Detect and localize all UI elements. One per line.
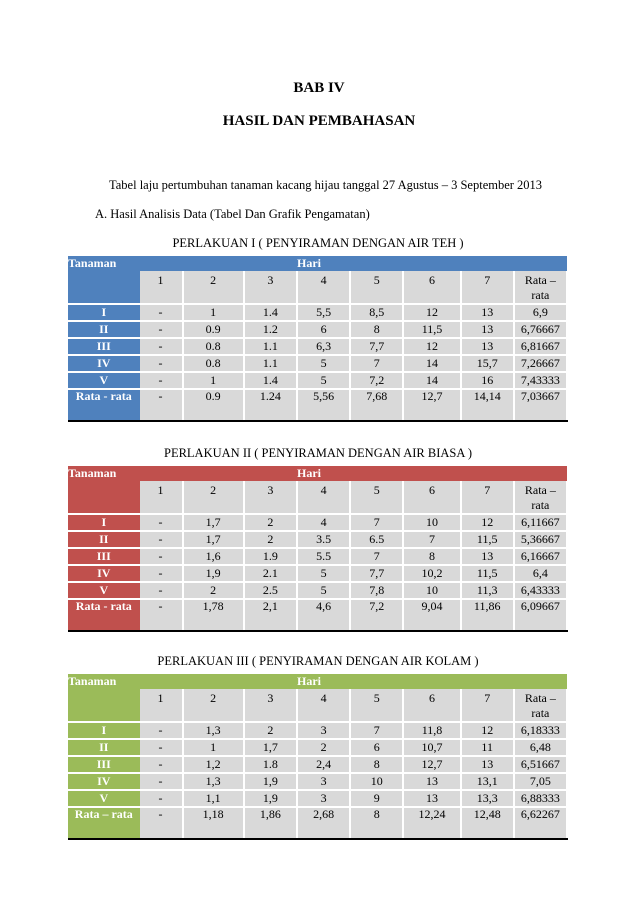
table-cell: 13	[403, 790, 460, 807]
day-header-2: 2	[183, 689, 244, 722]
table-row	[68, 372, 567, 389]
table-cell: 6,09667	[514, 599, 567, 631]
hari-header: Hari	[297, 674, 567, 689]
table-cell: 2.1	[244, 565, 297, 582]
day-header-7: 7	[461, 481, 514, 514]
day-header-6: 6	[403, 689, 460, 722]
table-cell: 9	[350, 790, 403, 807]
table-cell: 14	[403, 372, 460, 389]
row-label: Rata - rata	[68, 599, 140, 631]
table-row	[68, 531, 567, 548]
table-cell: 7,43333	[514, 372, 567, 389]
chapter-number: BAB IV	[293, 80, 345, 96]
table-cell: 6,62267	[514, 807, 567, 839]
table-cell: 11,8	[403, 722, 460, 739]
table-cell: 11,5	[403, 321, 460, 338]
table-cell: 1,3	[183, 722, 244, 739]
table-3-caption: PERLAKUAN III ( PENYIRAMAN DENGAN AIR KOLAM )	[157, 654, 479, 668]
table-cell: 1,7	[244, 739, 297, 756]
day-header-8: Rata – rata	[514, 481, 567, 514]
tanaman-header: Tanaman	[68, 674, 297, 689]
table-cell: 12,24	[403, 807, 460, 839]
table-cell: 3.5	[297, 531, 350, 548]
table-cell: 13	[461, 321, 514, 338]
table-row	[68, 548, 567, 565]
tanaman-header: Tanaman	[68, 256, 297, 271]
table-cell: -	[140, 321, 183, 338]
table-cell: 1	[183, 372, 244, 389]
day-header-7: 7	[461, 689, 514, 722]
table-cell: 14,14	[461, 389, 514, 421]
day-header-6: 6	[403, 271, 460, 304]
hari-header: Hari	[297, 256, 567, 271]
day-header-5: 5	[350, 689, 403, 722]
table-cell: 6,43333	[514, 582, 567, 599]
tanaman-header: Tanaman	[68, 466, 297, 481]
table-cell: 1.9	[244, 548, 297, 565]
data-table-1	[68, 256, 568, 422]
table-cell: 2	[244, 514, 297, 531]
table-cell: 4,6	[297, 599, 350, 631]
table-cell: 8	[350, 756, 403, 773]
table-row	[68, 756, 567, 773]
day-header-1: 1	[140, 689, 183, 722]
table-cell: 7,68	[350, 389, 403, 421]
table-cell: 1,9	[183, 565, 244, 582]
table-cell: 7,26667	[514, 355, 567, 372]
row-label: V	[68, 582, 140, 599]
table-cell: 7,7	[350, 565, 403, 582]
table-cell: 8	[403, 548, 460, 565]
table-cell: 11,3	[461, 582, 514, 599]
table-cell: 5	[297, 355, 350, 372]
table-cell: 10,7	[403, 739, 460, 756]
table-cell: 5,56	[297, 389, 350, 421]
table-cell: -	[140, 739, 183, 756]
table-row	[68, 722, 567, 739]
table-row	[68, 304, 567, 321]
table-cell: 1.1	[244, 355, 297, 372]
table-cell: 2,68	[297, 807, 350, 839]
row-label: Rata - rata	[68, 389, 140, 421]
table-row	[68, 321, 567, 338]
table-cell: 1.2	[244, 321, 297, 338]
table-cell: 0.9	[183, 389, 244, 421]
table-cell: 3	[297, 773, 350, 790]
table-cell: 1,78	[183, 599, 244, 631]
table-cell: 2,4	[297, 756, 350, 773]
table-cell: 1,18	[183, 807, 244, 839]
table-row	[68, 582, 567, 599]
table-row	[68, 355, 567, 372]
row-label: IV	[68, 355, 140, 372]
table-cell: 5.5	[297, 548, 350, 565]
day-header-1: 1	[140, 481, 183, 514]
table-cell: 7,8	[350, 582, 403, 599]
day-header-2: 2	[183, 481, 244, 514]
table-row	[68, 807, 567, 839]
table-cell: 6,88333	[514, 790, 567, 807]
table-cell: -	[140, 582, 183, 599]
table-cell: 12,48	[461, 807, 514, 839]
table-cell: 2.5	[244, 582, 297, 599]
table-cell: -	[140, 304, 183, 321]
table-cell: 13	[461, 548, 514, 565]
table-cell: 6,18333	[514, 722, 567, 739]
table-cell: 3	[297, 790, 350, 807]
table-cell: 11,5	[461, 565, 514, 582]
table-cell: 6.5	[350, 531, 403, 548]
table-cell: 7	[350, 355, 403, 372]
table-2-caption: PERLAKUAN II ( PENYIRAMAN DENGAN AIR BIASA )	[164, 446, 472, 460]
table-cell: 12	[403, 338, 460, 355]
table-cell: 1.24	[244, 389, 297, 421]
table-cell: 6,81667	[514, 338, 567, 355]
day-header-row	[68, 481, 567, 514]
table-cell: 7	[350, 514, 403, 531]
row-label: III	[68, 756, 140, 773]
day-header-8: Rata – rata	[514, 689, 567, 722]
day-header-7: 7	[461, 271, 514, 304]
day-header-8: Rata – rata	[514, 271, 567, 304]
table-cell: 0.8	[183, 355, 244, 372]
table-cell: 1,3	[183, 773, 244, 790]
table-cell: 5	[297, 372, 350, 389]
day-header-2: 2	[183, 271, 244, 304]
table-header-row	[68, 256, 567, 271]
table-row	[68, 514, 567, 531]
table-cell: 1,1	[183, 790, 244, 807]
table-cell: 6,9	[514, 304, 567, 321]
row-label: V	[68, 790, 140, 807]
table-cell: 4	[297, 514, 350, 531]
row-label: II	[68, 531, 140, 548]
table-cell: 9,04	[403, 599, 460, 631]
table-cell: 7,2	[350, 599, 403, 631]
table-cell: 12	[403, 304, 460, 321]
table-header-row	[68, 466, 567, 481]
day-header-4: 4	[297, 481, 350, 514]
table-cell: 6	[297, 321, 350, 338]
table-cell: 1,7	[183, 514, 244, 531]
table-cell: -	[140, 599, 183, 631]
data-table-2	[68, 466, 568, 632]
chapter-title: HASIL DAN PEMBAHASAN	[222, 113, 416, 129]
hari-header: Hari	[297, 466, 567, 481]
row-label-spacer	[68, 271, 140, 304]
table-cell: 6	[350, 739, 403, 756]
table-cell: 10	[403, 514, 460, 531]
table-cell: -	[140, 531, 183, 548]
day-header-3: 3	[244, 481, 297, 514]
row-label: III	[68, 338, 140, 355]
table-cell: 11,5	[461, 531, 514, 548]
row-label: I	[68, 722, 140, 739]
row-label: V	[68, 372, 140, 389]
table-cell: 1.4	[244, 304, 297, 321]
table-cell: -	[140, 389, 183, 421]
table-cell: 7,7	[350, 338, 403, 355]
day-header-5: 5	[350, 271, 403, 304]
table-row	[68, 389, 567, 421]
table-cell: -	[140, 514, 183, 531]
table-cell: 11	[461, 739, 514, 756]
day-header-3: 3	[244, 271, 297, 304]
row-label: I	[68, 304, 140, 321]
table-row	[68, 565, 567, 582]
table-cell: 1,6	[183, 548, 244, 565]
row-label: Rata – rata	[68, 807, 140, 839]
data-table-3	[68, 674, 568, 840]
day-header-4: 4	[297, 271, 350, 304]
table-cell: 2	[297, 739, 350, 756]
table-row	[68, 599, 567, 631]
table-cell: 10	[403, 582, 460, 599]
table-cell: 7,05	[514, 773, 567, 790]
table-cell: 1	[183, 304, 244, 321]
table-cell: 1.8	[244, 756, 297, 773]
table-cell: -	[140, 756, 183, 773]
table-cell: 8,5	[350, 304, 403, 321]
table-cell: 12,7	[403, 756, 460, 773]
table-cell: 13	[461, 338, 514, 355]
intro-text: Tabel laju pertumbuhan tanaman kacang hijau tanggal 27 Agustus – 3 September 2013	[109, 178, 543, 192]
table-cell: -	[140, 565, 183, 582]
row-label: IV	[68, 773, 140, 790]
table-cell: 11,86	[461, 599, 514, 631]
table-cell: 7,2	[350, 372, 403, 389]
table-cell: 3	[297, 722, 350, 739]
table-cell: 5	[297, 565, 350, 582]
row-label: II	[68, 739, 140, 756]
table-cell: 6,51667	[514, 756, 567, 773]
row-label: IV	[68, 565, 140, 582]
table-cell: 2	[183, 582, 244, 599]
table-row	[68, 338, 567, 355]
table-cell: 5,36667	[514, 531, 567, 548]
table-cell: 5,5	[297, 304, 350, 321]
table-cell: 7	[403, 531, 460, 548]
table-cell: 15,7	[461, 355, 514, 372]
day-header-row	[68, 271, 567, 304]
table-cell: 6,11667	[514, 514, 567, 531]
table-cell: -	[140, 722, 183, 739]
table-cell: 7,03667	[514, 389, 567, 421]
table-cell: -	[140, 372, 183, 389]
table-row	[68, 739, 567, 756]
table-cell: 6,48	[514, 739, 567, 756]
table-cell: 13,1	[461, 773, 514, 790]
table-cell: 10	[350, 773, 403, 790]
table-cell: 6,3	[297, 338, 350, 355]
day-header-row	[68, 689, 567, 722]
table-cell: 6,16667	[514, 548, 567, 565]
table-cell: 13	[461, 304, 514, 321]
table-cell: -	[140, 548, 183, 565]
row-label: II	[68, 321, 140, 338]
table-1-caption: PERLAKUAN I ( PENYIRAMAN DENGAN AIR TEH )	[172, 236, 464, 250]
table-cell: 12	[461, 514, 514, 531]
table-cell: -	[140, 773, 183, 790]
table-cell: 13,3	[461, 790, 514, 807]
table-cell: 1.1	[244, 338, 297, 355]
table-cell: 6,4	[514, 565, 567, 582]
table-header-row	[68, 674, 567, 689]
table-cell: 1.4	[244, 372, 297, 389]
table-cell: 5	[297, 582, 350, 599]
table-cell: 2	[244, 722, 297, 739]
table-cell: 8	[350, 807, 403, 839]
row-label: III	[68, 548, 140, 565]
table-cell: 16	[461, 372, 514, 389]
row-label-spacer	[68, 481, 140, 514]
table-cell: 14	[403, 355, 460, 372]
table-cell: 10,2	[403, 565, 460, 582]
table-cell: 8	[350, 321, 403, 338]
day-header-6: 6	[403, 481, 460, 514]
table-cell: 1,86	[244, 807, 297, 839]
table-cell: -	[140, 790, 183, 807]
table-cell: 2	[244, 531, 297, 548]
day-header-1: 1	[140, 271, 183, 304]
table-cell: 0.9	[183, 321, 244, 338]
table-cell: 1,9	[244, 773, 297, 790]
row-label-spacer	[68, 689, 140, 722]
row-label: I	[68, 514, 140, 531]
day-header-3: 3	[244, 689, 297, 722]
table-cell: 1	[183, 739, 244, 756]
table-cell: 1,9	[244, 790, 297, 807]
table-cell: 2,1	[244, 599, 297, 631]
table-cell: 13	[461, 756, 514, 773]
table-cell: 1,2	[183, 756, 244, 773]
table-row	[68, 773, 567, 790]
day-header-4: 4	[297, 689, 350, 722]
day-header-5: 5	[350, 481, 403, 514]
table-cell: 6,76667	[514, 321, 567, 338]
table-cell: -	[140, 807, 183, 839]
table-cell: 12	[461, 722, 514, 739]
table-cell: 13	[403, 773, 460, 790]
table-cell: 7	[350, 548, 403, 565]
table-cell: 0.8	[183, 338, 244, 355]
table-cell: -	[140, 338, 183, 355]
table-cell: 1,7	[183, 531, 244, 548]
table-cell: 12,7	[403, 389, 460, 421]
table-cell: 7	[350, 722, 403, 739]
section-a-heading: A. Hasil Analisis Data (Tabel Dan Grafik Pengamatan)	[95, 207, 370, 221]
table-row	[68, 790, 567, 807]
table-cell: -	[140, 355, 183, 372]
